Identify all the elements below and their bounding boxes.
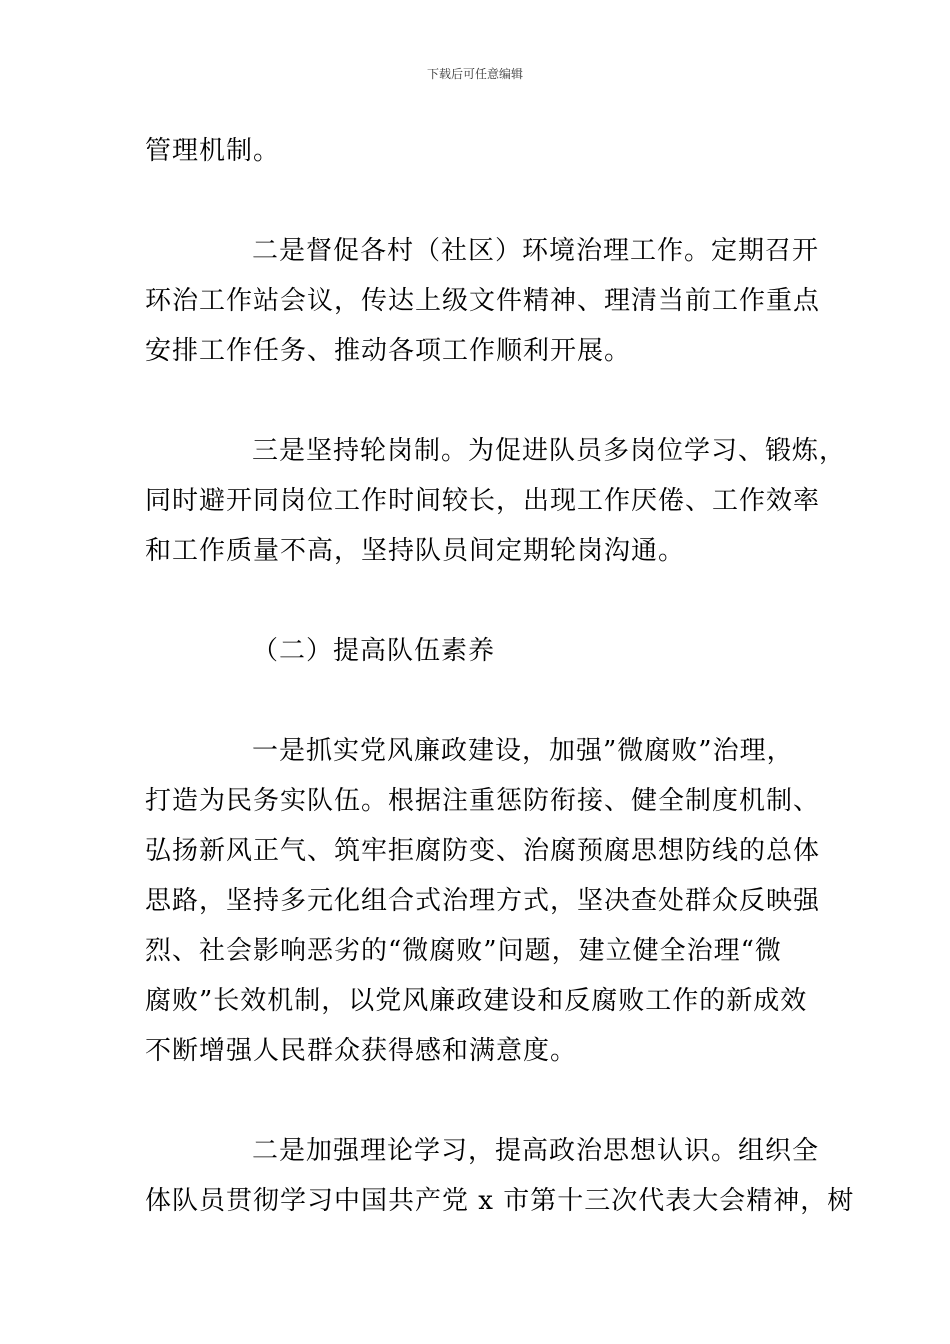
text-line: 管理机制。	[145, 136, 281, 166]
text-line: 二是加强理论学习，提高政治思想认识。组织全	[252, 1136, 820, 1166]
paragraph-1	[145, 126, 815, 176]
paragraph-5	[145, 726, 821, 1076]
text-line: 同时避开同岗位工作时间较长，出现工作厌倦、工作效率	[145, 486, 821, 516]
page-header-note: 下载后可任意编辑	[426, 67, 523, 81]
text-line: 打造为民务实队伍。根据注重惩防衔接、健全制度机制、	[145, 786, 821, 816]
text-line: 一是抓实党风廉政建设，加强”微腐败”治理，	[252, 736, 794, 766]
text-line: 安排工作任务、推动各项工作顺利开展。	[145, 336, 632, 366]
text-line: 腐败”长效机制，以党风廉政建设和反腐败工作的新成效	[145, 986, 808, 1016]
paragraph-3	[145, 426, 847, 576]
text-line: 三是坚持轮岗制。为促进队员多岗位学习、锻炼，	[252, 436, 847, 466]
section-heading	[145, 626, 815, 676]
text-line: 二是督促各村（社区）环境治理工作。定期召开	[252, 236, 820, 266]
paragraph-6	[145, 1126, 855, 1226]
text-line: 烈、社会影响恶劣的“微腐败”问题，建立健全治理“微	[145, 936, 782, 966]
text-line: 思路，坚持多元化组合式治理方式，坚决查处群众反映强	[145, 886, 821, 916]
text-line: （二）提高队伍素养	[252, 636, 496, 666]
text-line: 弘扬新风正气、筑牢拒腐防变、治腐预腐思想防线的总体	[145, 836, 821, 866]
paragraph-2	[145, 226, 821, 376]
text-line: 和工作质量不高，坚持队员间定期轮岗沟通。	[145, 536, 686, 566]
text-line: 环治工作站会议，传达上级文件精神、理清当前工作重点	[145, 286, 821, 316]
document-body	[145, 126, 855, 1226]
text-line: 不断增强人民群众获得感和满意度。	[145, 1036, 578, 1066]
text-line: 体队员贯彻学习中国共产党 x 市第十三次代表大会精神，树	[145, 1186, 855, 1216]
